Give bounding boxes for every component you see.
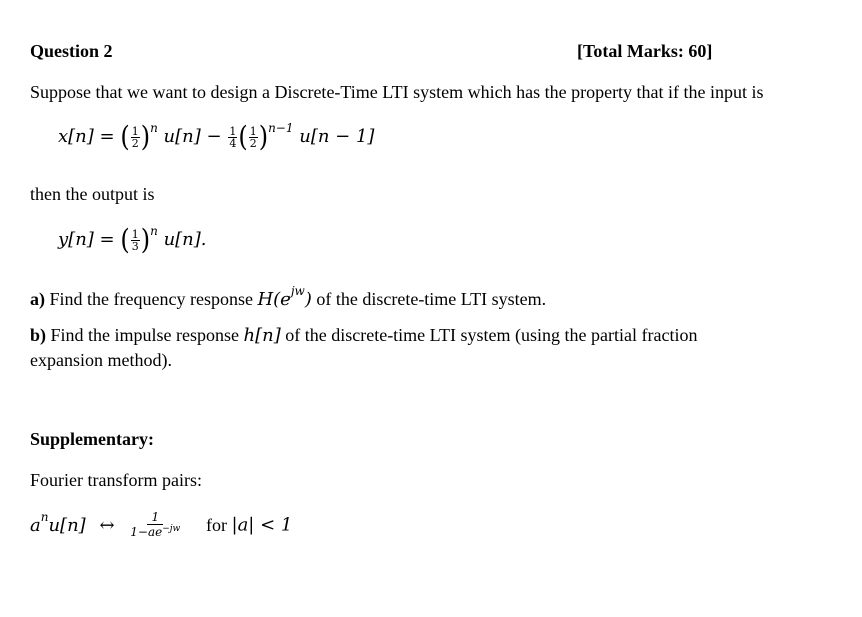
part-b-text-before: Find the impulse response: [50, 325, 244, 345]
paren-open: (: [120, 223, 130, 257]
fourier-pair: [30, 510, 292, 541]
exponent-n: n: [150, 224, 158, 238]
part-a: [30, 284, 547, 310]
x-lhs: x[n] =: [58, 126, 121, 147]
exponent-n-minus-1: n−1: [268, 121, 294, 135]
input-equation: [58, 120, 375, 154]
part-b-text-after: of the discrete-time LTI system (using the partial fraction: [280, 325, 698, 345]
pair-lhs: $a^nu[n]$: [30, 509, 86, 536]
question-intro: Suppose that we want to design a Discrete-Time LTI system which has the property that if the input is: [30, 82, 764, 102]
fraction-third: $\frac{1}{3}$: [131, 227, 139, 253]
question-title: Question 2: [30, 41, 113, 61]
part-b-label: b): [30, 325, 47, 345]
u-term-2: u[n − 1]: [299, 126, 375, 147]
part-b: [30, 325, 697, 346]
y-lhs: y[n] =: [58, 229, 121, 250]
condition-math: |a| < 1: [231, 514, 293, 536]
paren-close: ): [140, 223, 151, 257]
then-text: then the output is: [30, 184, 155, 204]
fraction-quarter: $\frac{1}{4}$: [229, 124, 237, 150]
condition-text: for: [206, 514, 232, 535]
double-arrow-icon: ↔: [99, 514, 115, 536]
supplementary-subtitle: Fourier transform pairs:: [30, 470, 202, 490]
part-a-text-before: Find the frequency response: [49, 289, 258, 309]
paren-open: (: [238, 120, 248, 154]
u-term: u[n].: [163, 229, 207, 250]
paren-open: (: [120, 120, 130, 154]
paren-close: ): [140, 120, 151, 154]
part-a-label: a): [30, 289, 45, 309]
supplementary-title: Supplementary:: [30, 429, 155, 449]
fraction-half: $\frac{1}{2}$: [249, 124, 257, 150]
frequency-response-symbol: $H(e^{jw})$: [257, 284, 312, 310]
fraction-half: $\frac{1}{2}$: [131, 124, 139, 150]
total-marks: [Total Marks: 60]: [577, 41, 713, 61]
pair-rhs-fraction: $\frac{1}{1-ae^{-jw}}$: [130, 510, 181, 539]
impulse-response-symbol: h[n]: [243, 325, 281, 346]
part-b-line-2: expansion method).: [30, 350, 172, 370]
u-term-1: u[n] −: [163, 126, 222, 147]
output-equation: [58, 223, 207, 257]
paren-close: ): [258, 120, 269, 154]
part-a-text-after: of the discrete-time LTI system.: [311, 289, 547, 309]
exponent-n: n: [150, 121, 158, 135]
